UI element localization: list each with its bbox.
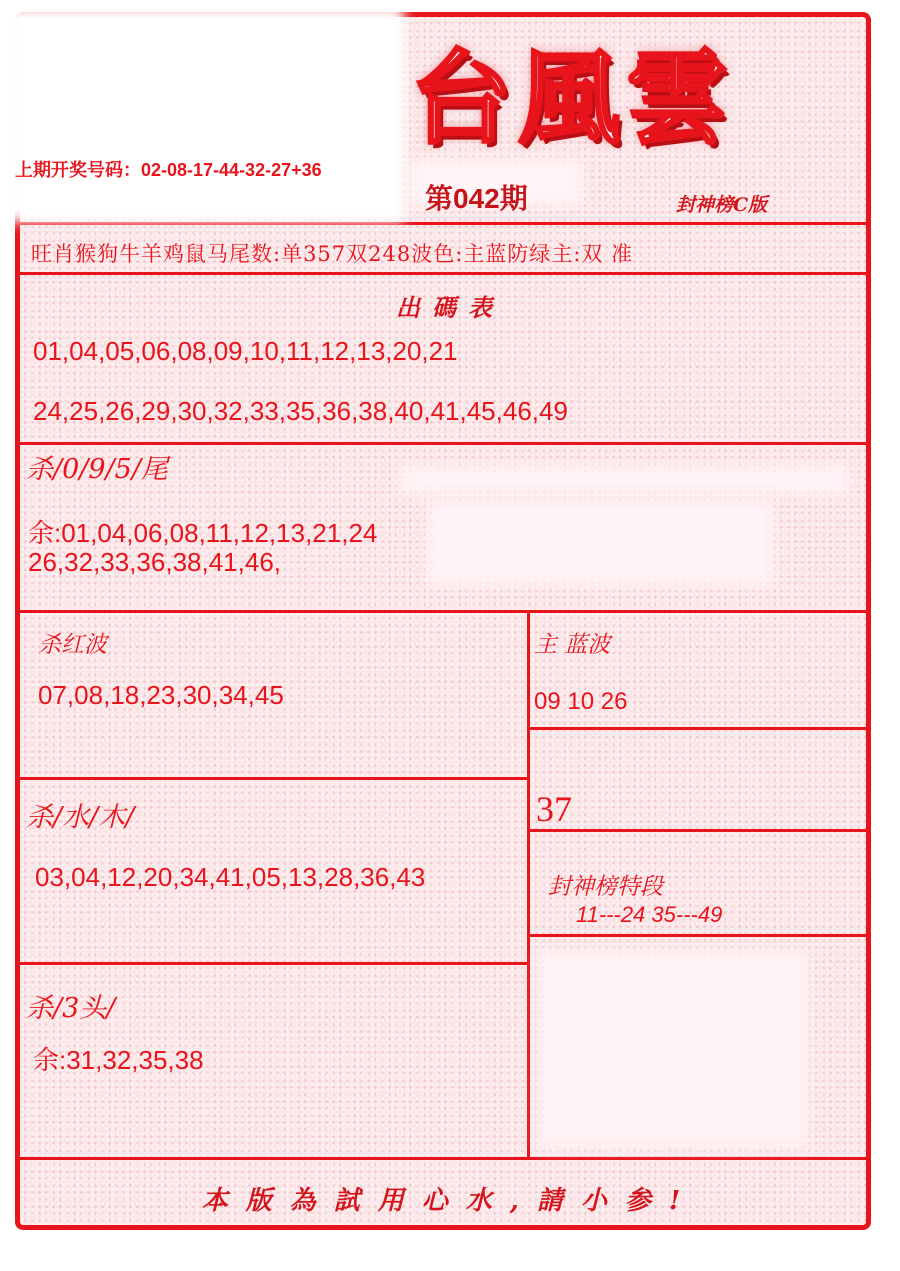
special-segment-ranges: 11---24 35---49 — [576, 902, 723, 927]
kill-red-numbers: 07,08,18,23,30,34,45 — [38, 680, 284, 710]
kill-element-heading: 杀/水/木/ — [26, 802, 135, 833]
divider — [20, 610, 866, 613]
main-blue-numbers: 09 10 26 — [534, 688, 628, 715]
tips-line: 旺肖猴狗牛羊鸡鼠马尾数:单357双248波色:主蓝防绿主:双 准 — [31, 242, 634, 266]
kill-head-remain: 余:31,32,35,38 — [33, 1045, 204, 1075]
main-blue-heading: 主 蓝波 — [534, 632, 611, 658]
footer-note: 本版為試用心水,請小参! — [201, 1186, 699, 1216]
single-number: 37 — [536, 789, 572, 829]
divider — [527, 934, 866, 937]
kill-tail-remain: 26,32,33,36,38,41,46, — [28, 547, 282, 577]
divider — [20, 222, 866, 225]
kill-red-heading: 杀红波 — [38, 632, 107, 658]
kill-head-heading: 杀/3头/ — [26, 993, 116, 1024]
divider — [527, 829, 866, 832]
divider — [20, 962, 530, 965]
draw-table-row: 01,04,05,06,08,09,10,11,12,13,20,21 — [33, 336, 458, 366]
draw-table-row: 24,25,26,29,30,32,33,35,36,38,40,41,45,46,49 — [33, 396, 568, 426]
obscured-area — [538, 950, 808, 1148]
kill-tail-remain: 余:01,04,06,08,11,12,13,21,24 — [28, 518, 378, 548]
logo: 台風雲 — [410, 39, 734, 159]
divider — [527, 727, 866, 730]
issue-number: 第042期 — [425, 183, 528, 214]
kill-element-numbers: 03,04,12,20,34,41,05,13,28,36,43 — [35, 862, 426, 892]
divider — [20, 777, 530, 780]
draw-table-title: 出碼表 — [396, 293, 504, 322]
obscured-area — [428, 500, 773, 585]
divider — [527, 612, 530, 1158]
obscured-area — [4, 6, 404, 222]
divider — [20, 442, 866, 445]
special-segment-heading: 封神榜特段 — [548, 874, 663, 900]
divider — [20, 272, 866, 275]
obscured-area — [400, 466, 850, 494]
divider — [20, 1157, 866, 1160]
last-draw-numbers: 上期开奖号码：02-08-17-44-32-27+36 — [15, 160, 322, 180]
kill-tail-heading: 杀/0/9/5/尾 — [26, 454, 168, 485]
edition-label: 封神榜C版 — [676, 194, 768, 216]
